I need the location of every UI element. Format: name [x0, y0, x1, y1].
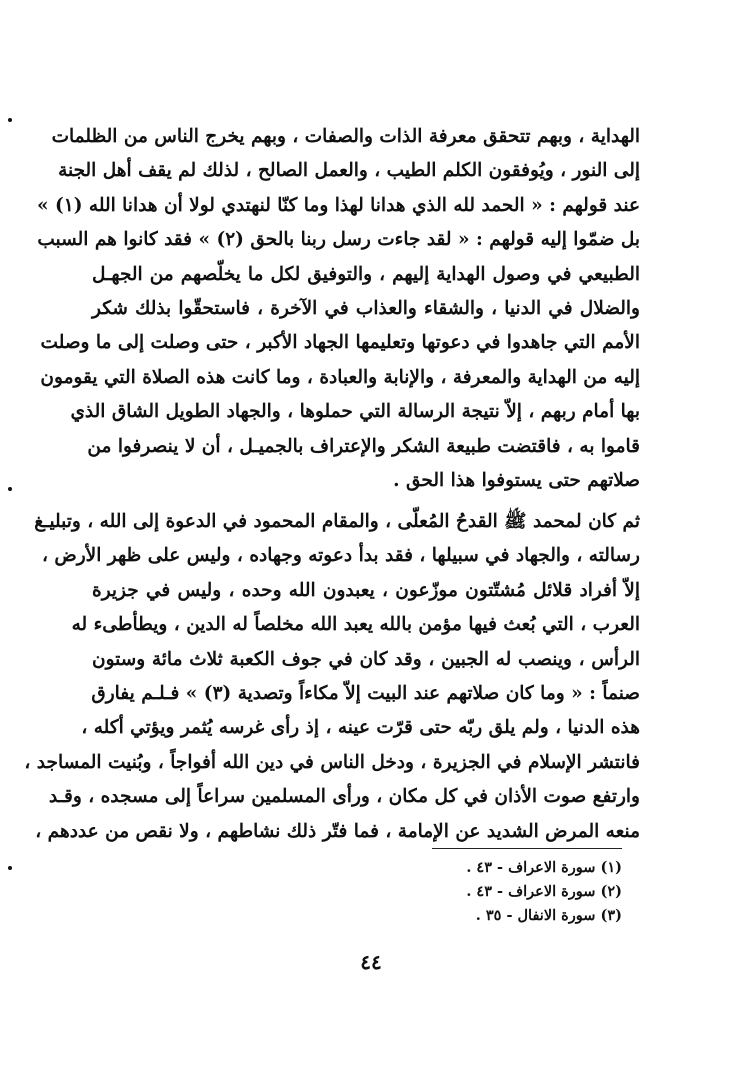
text-line: صلاتهم حتى يستوفوا هذا الحق . — [393, 469, 640, 491]
text-line: العرب ، التي بُعث فيها مؤمن بالله يعبد الله مخلصاً له الدين ، ويطأطىء له — [71, 614, 640, 636]
text-line: إلى النور ، ويُوفقون الكلم الطيب ، والعمل الصالح ، لذلك لم يقف أهل الجنة — [58, 160, 640, 182]
text-line: صنماً : « وما كان صلاتهم عند البيت إلاّ مكاءاً وتصدية (٣) » فـلـم يفارق — [91, 682, 640, 704]
margin-mark — [8, 487, 12, 491]
text-line: ثم كان لمحمد ﷺ القدحُ المُعلّى ، والمقام المحمود في الدعوة إلى الله ، وتبليـغ — [34, 511, 640, 532]
footnotes — [402, 856, 622, 928]
footnote-divider — [432, 848, 622, 849]
page-number: ٤٤ — [360, 950, 382, 974]
footnote: (٢) سورة الاعراف - ٤٣ . — [466, 883, 622, 900]
text-line: رسالته ، والجهاد في سبيلها ، فقد بدأ دعوته وجهاده ، وليس على ظهر الأرض ، — [41, 545, 640, 567]
text-line: الأمم التي جاهدوا في دعوتها وتعليمها الجهاد الأكبر ، حتى وصلت إلى ما وصلت — [40, 332, 640, 354]
text-line: الطبيعي في وصول الهداية إليهم ، والتوفيق لكل ما يخلّصهم من الجهـل — [92, 263, 640, 285]
margin-mark — [8, 866, 12, 870]
text-line: الرأس ، وينصب له الجبين ، وقد كان في جوف الكعبة ثلاث مائة وستون — [92, 648, 640, 670]
text-line: بها أمام ربهم ، إلاّ نتيجة الرسالة التي حملوها ، والجهاد الطويل الشاق الذي — [70, 401, 640, 423]
text-line: بل ضمّوا إليه قولهم : « لقد جاءت رسل ربنا بالحق (٢) » فقد كانوا هم السبب — [37, 229, 640, 251]
text-line: إليه من الهداية والمعرفة ، والإنابة والعبادة ، وما كانت هذه الصلاة التي يقومون — [40, 366, 640, 388]
paragraph-1 — [37, 120, 640, 498]
text-line: وارتفع صوت الأذان في كل مكان ، ورأى المسلمين سراعاً إلى مسجده ، وقـد — [48, 786, 640, 808]
paragraph-2 — [24, 505, 640, 849]
text-line: منعه المرض الشديد عن الإمامة ، فما فتّر ذلك نشاطهم ، ولا نقص من عددهم ، — [35, 820, 640, 842]
text-line: هذه الدنيا ، ولم يلق ربّه حتى قرّت عينه ، إذ رأى غرسه يُثمر ويؤتي أكله ، — [81, 717, 640, 739]
footnote: (١) سورة الاعراف - ٤٣ . — [466, 859, 622, 876]
text-line: إلاّ أفراد قلائل مُشتّتون موزّعون ، يعبدون الله وحده ، وليس في جزيرة — [92, 579, 640, 601]
text-line: الهداية ، وبهم تتحقق معرفة الذات والصفات ، وبهم يخرج الناس من الظلمات — [51, 126, 640, 147]
footnote: (٣) سورة الانفال - ٣٥ . — [475, 907, 622, 924]
margin-mark — [8, 118, 12, 122]
text-line: قاموا به ، فاقتضت طبيعة الشكر والإعتراف بالجميـل ، أن لا ينصرفوا من — [87, 435, 640, 457]
text-line: والضلال في الدنيا ، والشقاء والعذاب في الآخرة ، فاستحقّوا بذلك شكر — [92, 297, 640, 319]
text-line: فانتشر الإسلام في الجزيرة ، ودخل الناس في دين الله أفواجاً ، وبُنيت المساجد ، — [24, 751, 640, 773]
text-line: عند قولهم : « الحمد لله الذي هدانا لهذا وما كنّا لنهتدي لولا أن هدانا الله (١) » — [37, 194, 640, 216]
